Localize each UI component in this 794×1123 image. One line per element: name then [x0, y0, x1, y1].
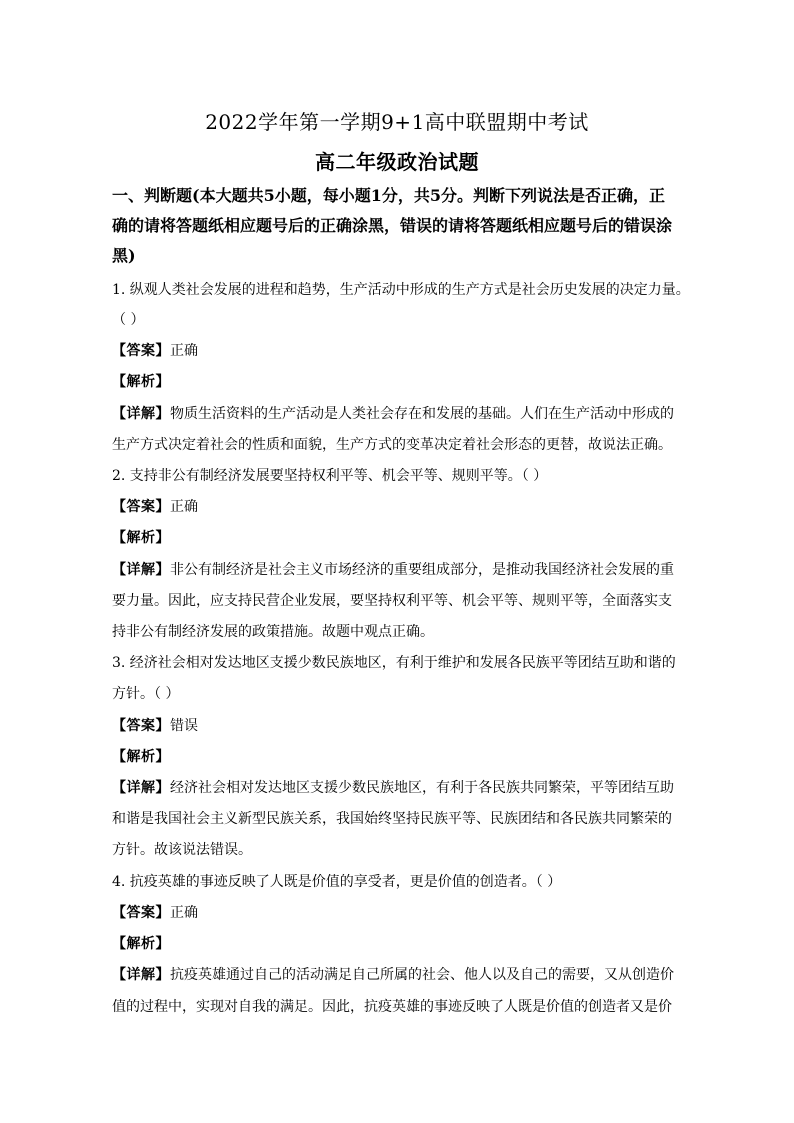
section-heading-line-2: 确的请将答题纸相应题号后的正确涂黑，错误的请将答题纸相应题号后的错误涂 [112, 216, 673, 235]
analysis-label: 【解析】 [112, 374, 170, 390]
q4-stem-line-1: 4. 抗疫英雄的事迹反映了人既是价值的享受者，更是价值的创造者。（ ） [112, 874, 562, 890]
section-heading-line-1: 一、判断题(本大题共5小题，每小题1分，共5分。判断下列说法是否正确，正 [112, 186, 665, 205]
q1-stem-line-2: （ ） [112, 312, 145, 328]
exam-subtitle: 高二年级政治试题 [315, 150, 479, 174]
q4-answer-value: 正确 [170, 905, 198, 921]
q1-answer-value: 正确 [170, 343, 198, 359]
q2-answer [112, 497, 694, 517]
q2-detail-line-3: 持非公有制经济发展的政策措施。故题中观点正确。 [112, 624, 434, 640]
answer-label: 【答案】 [112, 718, 170, 734]
q4-detail-line-1 [112, 965, 694, 985]
q1-detail-line-2: 生产方式决定着社会的性质和面貌，生产方式的变革决定着社会形态的更替，故说法正确。 [112, 437, 672, 453]
q1-stem-line-1: 1. 纵观人类社会发展的进程和趋势，生产活动中形成的生产方式是社会历史发展的决定力量。 [112, 282, 690, 298]
q3-detail-line-1 [112, 778, 694, 798]
answer-label: 【答案】 [112, 343, 170, 359]
q4-detail-line-2: 值的过程中，实现对自我的满足。因此，抗疫英雄的事迹反映了人既是价值的创造者又是价 [112, 999, 672, 1015]
exam-title: 2022学年第一学期9+1高中联盟期中考试 [205, 110, 589, 134]
q3-analysis [112, 747, 694, 767]
q3-stem-line-1: 3. 经济社会相对发达地区支援少数民族地区，有利于维护和发展各民族平等团结互助和谐的 [112, 655, 676, 671]
q2-stem-line-1: 2. 支持非公有制经济发展要坚持权利平等、机会平等、规则平等。（ ） [112, 468, 548, 484]
analysis-label: 【解析】 [112, 530, 170, 546]
q2-detail-text-1: 非公有制经济是社会主义市场经济的重要组成部分，是推动我国经济社会发展的重 [170, 562, 674, 578]
q4-detail-text-1: 抗疫英雄通过自己的活动满足自己所属的社会、他人以及自己的需要，又从创造价 [170, 967, 674, 983]
q2-analysis [112, 528, 694, 548]
section-heading-line-3: 黑) [112, 246, 136, 265]
analysis-label: 【解析】 [112, 749, 170, 765]
detail-label: 【详解】 [112, 967, 170, 983]
q3-detail-text-1: 经济社会相对发达地区支援少数民族地区，有利于各民族共同繁荣，平等团结互助 [170, 780, 674, 796]
q1-analysis [112, 372, 694, 392]
detail-label: 【详解】 [112, 562, 170, 578]
q2-detail-line-1 [112, 560, 694, 580]
answer-label: 【答案】 [112, 905, 170, 921]
q3-answer-value: 错误 [170, 718, 198, 734]
q3-stem-line-2: 方针。（ ） [112, 686, 180, 702]
q4-answer [112, 903, 694, 923]
detail-label: 【详解】 [112, 406, 170, 422]
q1-detail-line-1 [112, 404, 694, 424]
q2-answer-value: 正确 [170, 499, 198, 515]
detail-label: 【详解】 [112, 780, 170, 796]
q2-detail-line-2: 要力量。因此，应支持民营企业发展，要坚持权利平等、机会平等、规则平等，全面落实支 [112, 593, 672, 609]
analysis-label: 【解析】 [112, 936, 170, 952]
q1-answer [112, 341, 694, 361]
q3-answer [112, 716, 694, 736]
q4-analysis [112, 934, 694, 954]
answer-label: 【答案】 [112, 499, 170, 515]
q1-detail-text-1: 物质生活资料的生产活动是人类社会存在和发展的基础。人们在生产活动中形成的 [170, 406, 674, 422]
q3-detail-line-3: 方针。故该说法错误。 [112, 842, 252, 858]
q3-detail-line-2: 和谐是我国社会主义新型民族关系，我国始终坚持民族平等、民族团结和各民族共同繁荣的 [112, 811, 672, 827]
